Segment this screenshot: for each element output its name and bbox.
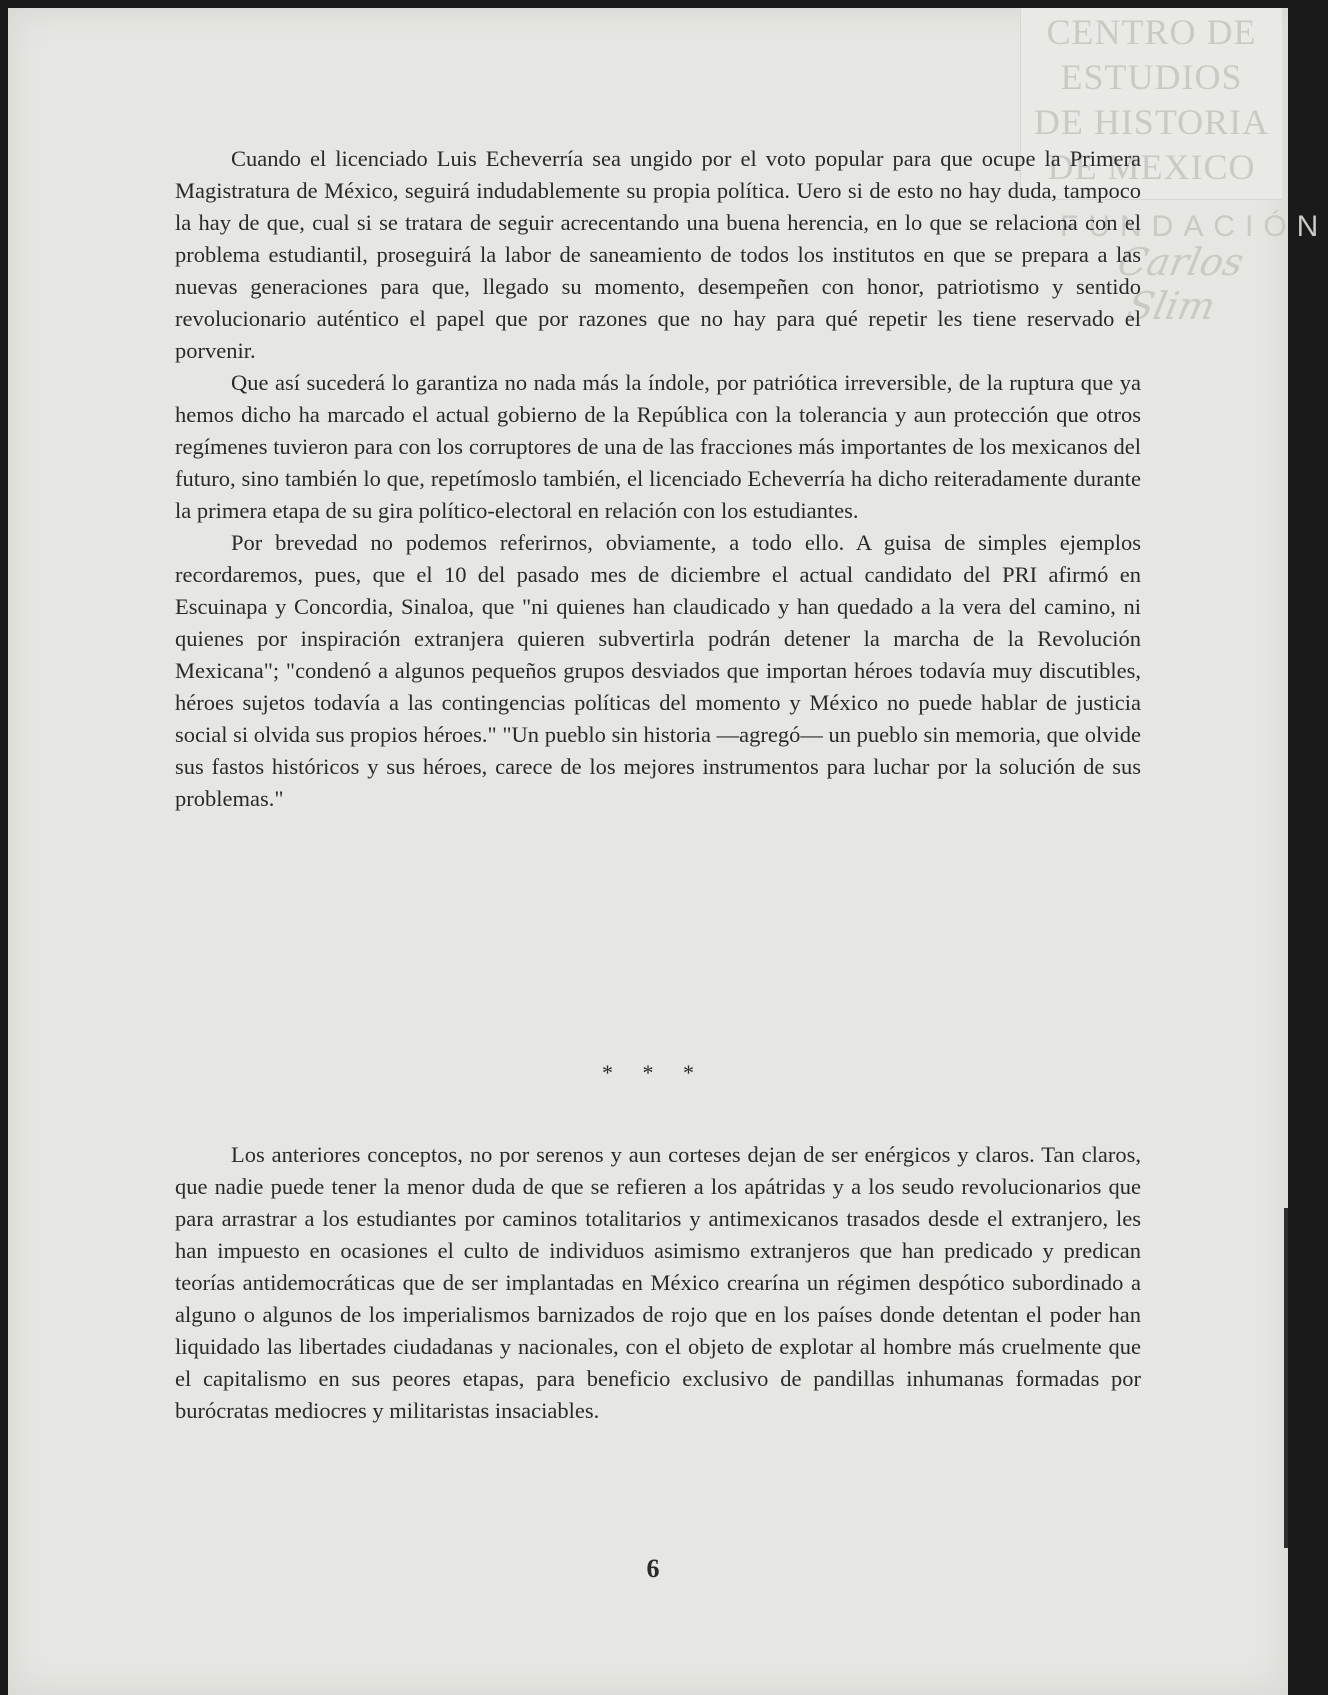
paragraph: Los anteriores conceptos, no por serenos y aun corteses dejan de ser enérgicos y claros. Tan claros, que nadie puede tener la menor duda de que se refieren a los apátridas y a los seudo revolucionarios que para arrastrar a los estudiantes por caminos totalitarios y antimexicanos trasados desde el extranjero, les han impuesto en ocasiones el culto de individuos asimismo extranjeros que han predicado y predican teorías antidemocráticas que de ser implantadas en México crearína un régimen despótico subordinado a alguno o algunos de los imperialismos barnizados de rojo que en los países donde detentan el poder han liquidado las libertades ciudadanas y nacionales, con el objeto de explotar al hombre más cruelmente que el capitalismo en sus peores etapas, para beneficio exclusivo de pandillas inhumanas formadas por burócratas mediocres y militaristas insaciables. xyxy=(175,1142,1141,1423)
watermark-line: DE HISTORIA xyxy=(1033,102,1270,142)
watermark-line: DE MEXICO xyxy=(1047,147,1256,187)
paragraph: Que así sucederá lo garantiza no nada más la índole, por patriótica irreversible, de la ruptura que ya hemos dicho ha marcado el actual gobierno de la República con la tolerancia y aun protección que otros regímenes tuvieron para con los corruptores de una de las fracciones más importantes de los mexicanos del futuro, sino también lo que, repetímoslo también, el licenciado Echeverría ha dicho reiteradamente durante la primera etapa de su gira político-electoral en relación con los estudiantes. xyxy=(175,370,1141,523)
body-text-bottom xyxy=(175,1139,1141,1427)
document-page xyxy=(8,8,1328,1695)
section-separator: * * * xyxy=(602,1060,694,1085)
page-edge-shadow xyxy=(1284,1208,1288,1548)
body-text-top xyxy=(175,143,1141,815)
page-number: 6 xyxy=(646,1554,660,1583)
watermark-line: CENTRO DE xyxy=(1046,12,1257,52)
paragraph: Cuando el licenciado Luis Echeverría sea ungido por el voto popular para que ocupe la Primera Magistratura de México, seguirá indudablemente su propia política. Uero si de esto no hay duda, tampoco la hay de que, cual si se tratara de seguir acrecentando una buena herencia, en lo que se relaciona con el problema estudiantil, proseguirá la labor de saneamiento de todos los institutos en que se prepara a las nuevas generaciones para que, llegado su momento, desempeñen con honor, patriotismo y sentido revolucionario auténtico el papel que por razones que no hay para qué repetir les tiene reservado el porvenir. xyxy=(175,146,1141,363)
paragraph: Por brevedad no podemos referirnos, obviamente, a todo ello. A guisa de simples ejemplos recordaremos, pues, que el 10 del pasado mes de diciembre el actual candidato del PRI afirmó en Escuinapa y Concordia, Sinaloa, que "ni quienes han claudicado y han quedado a la vera del camino, ni quienes por inspiración extranjera quieren subvertirla podrán detener la marcha de la Revolución Mexicana"; "condenó a algunos pequeños grupos desviados que importan héroes todavía muy discutibles, héroes sujetos todavía a las contingencias políticas del momento y México no puede hablar de justicia social si olvida sus propios héroes." "Un pueblo sin historia —agregó— un pueblo sin memoria, que olvide sus fastos históricos y sus héroes, carece de los mejores instrumentos para luchar por la solución de sus problemas." xyxy=(175,530,1141,811)
watermark-signature: Carlos Slim xyxy=(1113,240,1248,328)
watermark-line: ESTUDIOS xyxy=(1060,57,1243,97)
watermark-fundacion: FUNDACIÓN xyxy=(1060,210,1328,243)
